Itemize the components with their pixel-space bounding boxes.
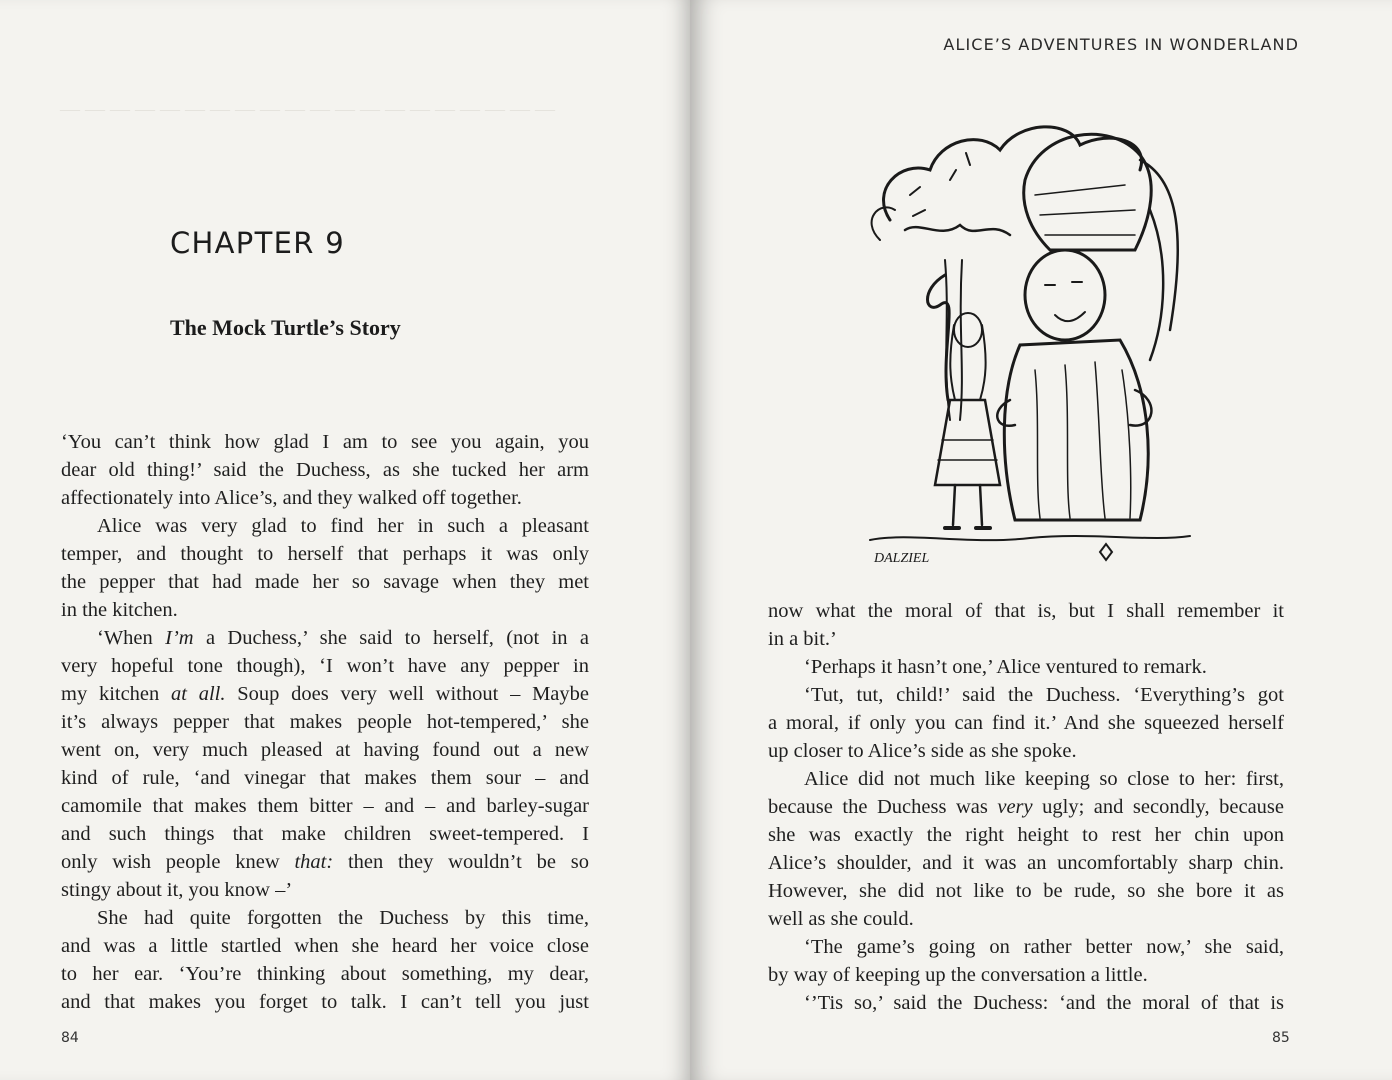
- paragraph: up closer to Alice’s side as she spoke.: [768, 740, 1077, 762]
- left-page: [0, 0, 690, 1080]
- paragraph: and was a little startled when she heard her voice close: [61, 935, 589, 957]
- paragraph: only wish people knew that: then they wouldn’t be so: [61, 851, 589, 873]
- paragraph: a moral, if only you can find it.’ And she squeezed herself: [768, 712, 1284, 734]
- paragraph: in a bit.’: [768, 628, 837, 650]
- paragraph: she was exactly the right height to rest her chin upon: [768, 824, 1284, 846]
- paragraph: ‘Perhaps it hasn’t one,’ Alice ventured to remark.: [804, 656, 1207, 678]
- paragraph: ‘You can’t think how glad I am to see you again, you: [61, 431, 589, 453]
- paragraph: very hopeful tone though), ‘I won’t have any pepper in: [61, 655, 589, 677]
- paragraph: to her ear. ‘You’re thinking about something, my dear,: [61, 963, 589, 985]
- paragraph: Alice’s shoulder, and it was an uncomfortably sharp chin.: [768, 852, 1284, 874]
- body-text: [768, 597, 1284, 1017]
- paragraph: dear old thing!’ said the Duchess, as she tucked her arm: [61, 459, 589, 481]
- paragraph: camomile that makes them bitter – and – and barley-sugar: [61, 795, 589, 817]
- duchess-and-alice-illustration: [850, 100, 1210, 580]
- running-head: ALICE’S ADVENTURES IN WONDERLAND: [943, 35, 1299, 54]
- paragraph: ‘When I’m a Duchess,’ she said to herself, (not in a: [97, 627, 589, 649]
- paragraph: ‘’Tis so,’ said the Duchess: ‘and the moral of that is: [804, 992, 1284, 1014]
- paragraph: She had quite forgotten the Duchess by this time,: [97, 907, 589, 929]
- paragraph: ‘The game’s going on rather better now,’ she said,: [804, 936, 1284, 958]
- paragraph: by way of keeping up the conversation a little.: [768, 964, 1148, 986]
- page-number: 85: [1272, 1030, 1290, 1046]
- paragraph: Alice did not much like keeping so close to her: first,: [804, 768, 1284, 790]
- paragraph: my kitchen at all. Soup does very well without – Maybe: [61, 683, 589, 705]
- paragraph: well as she could.: [768, 908, 914, 930]
- illustration-signature: DALZIEL: [874, 551, 930, 566]
- body-text: [61, 428, 589, 1016]
- paragraph: it’s always pepper that makes people hot-tempered,’ she: [61, 711, 589, 733]
- paragraph: ‘Tut, tut, child!’ said the Duchess. ‘Everything’s got: [804, 684, 1284, 706]
- paragraph: stingy about it, you know –’: [61, 879, 293, 901]
- paragraph: the pepper that had made her so savage when they met: [61, 571, 589, 593]
- chapter-title: CHAPTER 9: [170, 226, 345, 260]
- paragraph: and such things that make children sweet-tempered. I: [61, 823, 589, 845]
- paragraph: and that makes you forget to talk. I can’t tell you just: [61, 991, 589, 1013]
- page-number: 84: [61, 1030, 79, 1046]
- paragraph: Alice was very glad to find her in such a pleasant: [97, 515, 589, 537]
- paragraph: affectionately into Alice’s, and they walked off together.: [61, 487, 522, 509]
- paragraph: in the kitchen.: [61, 599, 178, 621]
- bleed-through: ― ― ― ― ― ― ― ― ― ― ― ― ― ― ― ― ― ― ― ―: [60, 98, 555, 120]
- paragraph: because the Duchess was very ugly; and secondly, because: [768, 796, 1284, 818]
- paragraph: temper, and thought to herself that perhaps it was only: [61, 543, 589, 565]
- paragraph: However, she did not like to be rude, so she bore it as: [768, 880, 1284, 902]
- paragraph: went on, very much pleased at having found out a new: [61, 739, 589, 761]
- paragraph: kind of rule, ‘and vinegar that makes them sour – and: [61, 767, 589, 789]
- paragraph: now what the moral of that is, but I shall remember it: [768, 600, 1284, 622]
- right-page: [690, 0, 1392, 1080]
- chapter-subtitle: The Mock Turtle’s Story: [170, 315, 401, 340]
